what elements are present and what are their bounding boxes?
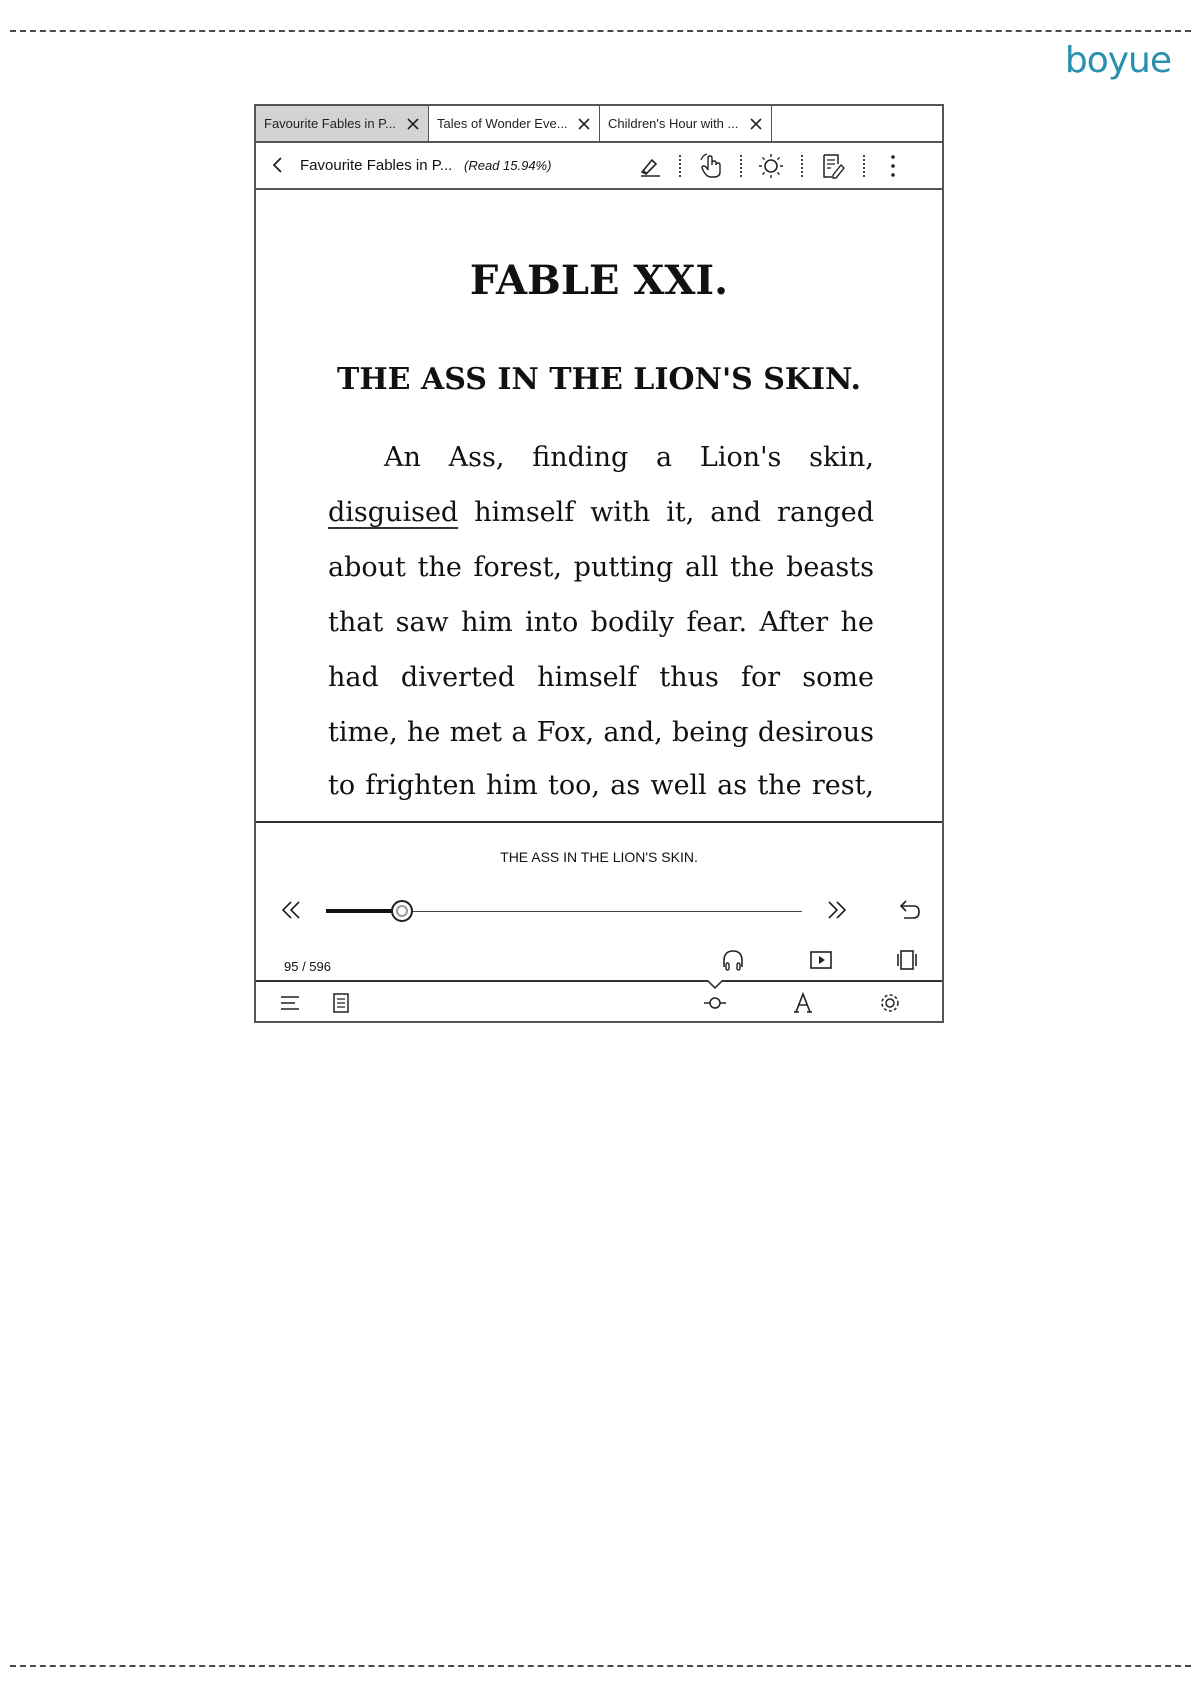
book-title: Favourite Fables in P... bbox=[300, 157, 453, 174]
progress-slider-thumb[interactable] bbox=[391, 900, 413, 922]
tab-label: Favourite Fables in P... bbox=[264, 116, 396, 131]
page-turn-mode-icon[interactable] bbox=[894, 947, 920, 973]
font-settings-icon[interactable] bbox=[791, 991, 815, 1015]
book-page[interactable] bbox=[256, 190, 942, 821]
reader-window bbox=[254, 104, 944, 1023]
close-icon[interactable] bbox=[749, 117, 763, 131]
text-segment: himself with it, and ranged bbox=[458, 497, 874, 528]
settings-gear-icon[interactable] bbox=[878, 991, 902, 1015]
text-line: An Ass, finding a Lion's skin, bbox=[384, 442, 874, 473]
close-icon[interactable] bbox=[406, 117, 420, 131]
toolbar-divider bbox=[679, 155, 681, 177]
text-line: had diverted himself thus for some bbox=[328, 662, 874, 693]
navigation-panel bbox=[256, 821, 942, 1021]
page-indicator: 95 / 596 bbox=[284, 959, 331, 974]
brightness-icon[interactable] bbox=[757, 152, 785, 180]
bottom-dashed-rule bbox=[10, 1665, 1191, 1667]
tab-tales-of-wonder[interactable] bbox=[429, 106, 600, 141]
undo-return-icon[interactable] bbox=[896, 897, 922, 923]
toolbar-divider bbox=[863, 155, 865, 177]
table-of-contents-icon[interactable] bbox=[278, 991, 302, 1015]
headphones-icon[interactable] bbox=[720, 947, 746, 973]
chapter-heading: FABLE XXI. bbox=[469, 257, 729, 304]
previous-chapter-icon[interactable] bbox=[278, 897, 304, 923]
text-line bbox=[328, 497, 874, 528]
top-dashed-rule bbox=[10, 30, 1191, 32]
eraser-pen-icon[interactable] bbox=[636, 152, 664, 180]
read-progress: (Read 15.94%) bbox=[464, 158, 552, 173]
bottom-menu-bar bbox=[256, 980, 942, 1023]
tab-childrens-hour[interactable] bbox=[600, 106, 772, 141]
tab-label: Children's Hour with ... bbox=[608, 116, 739, 131]
next-chapter-icon[interactable] bbox=[824, 897, 850, 923]
fable-title: THE ASS IN THE LION'S SKIN. bbox=[337, 362, 861, 397]
text-line: about the forest, putting all the beasts bbox=[328, 552, 874, 583]
tab-bar bbox=[256, 106, 942, 143]
notes-edit-icon[interactable] bbox=[819, 152, 847, 180]
touch-hand-icon[interactable] bbox=[697, 152, 725, 180]
tab-label: Tales of Wonder Eve... bbox=[437, 116, 568, 131]
close-icon[interactable] bbox=[577, 117, 591, 131]
reader-toolbar bbox=[256, 143, 942, 190]
underlined-word[interactable]: disguised bbox=[328, 497, 459, 528]
text-line: to frighten him too, as well as the rest, bbox=[328, 770, 874, 801]
toolbar-divider bbox=[740, 155, 742, 177]
notes-list-icon[interactable] bbox=[329, 991, 353, 1015]
more-options-icon[interactable] bbox=[879, 152, 907, 180]
brand-logo: boyue bbox=[1064, 40, 1171, 81]
progress-navigation-icon[interactable] bbox=[703, 991, 727, 1015]
toolbar-divider bbox=[801, 155, 803, 177]
text-line: that saw him into bodily fear. After he bbox=[328, 607, 874, 638]
slideshow-play-icon[interactable] bbox=[808, 947, 834, 973]
current-chapter-label: THE ASS IN THE LION'S SKIN. bbox=[500, 849, 698, 865]
tab-favourite-fables[interactable] bbox=[256, 106, 429, 141]
text-line: time, he met a Fox, and, being desirous bbox=[328, 717, 874, 748]
back-arrow-icon[interactable] bbox=[268, 155, 288, 175]
active-indicator-notch bbox=[707, 980, 723, 989]
